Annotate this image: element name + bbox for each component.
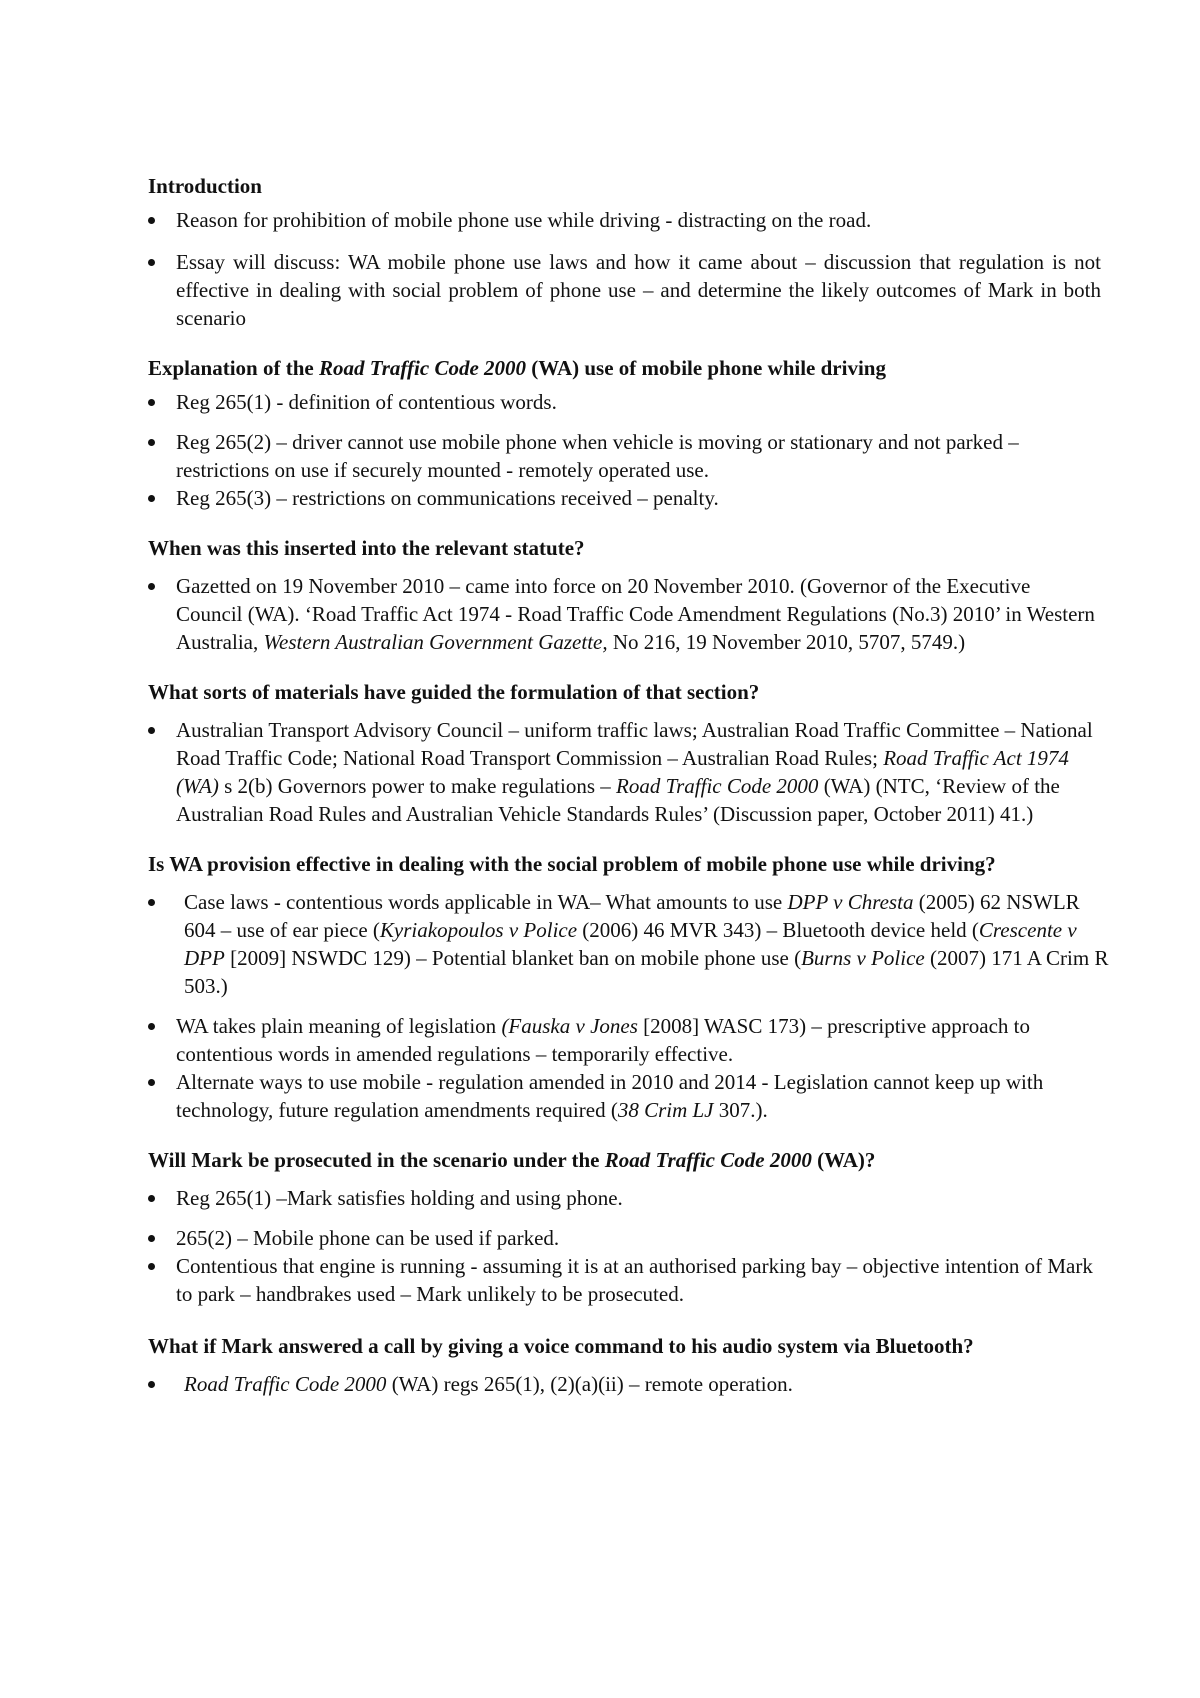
- list-item: [148, 1012, 1101, 1068]
- list-item: [148, 206, 1101, 234]
- bullet-icon: [148, 1023, 155, 1030]
- section-heading: [148, 850, 1068, 878]
- heading-italic-text: Road Traffic Code 2000: [604, 1148, 812, 1172]
- list-item: [148, 1184, 1101, 1212]
- heading-text: Explanation of the: [148, 356, 319, 380]
- bullet-list: [148, 888, 1109, 1124]
- item-italic-text: Crescente v DPP: [184, 918, 1077, 970]
- item-text: (WA) regs 265(1), (2)(a)(ii) – remote operation.: [386, 1372, 793, 1396]
- list-item: [148, 428, 1101, 484]
- item-text: 307.).: [713, 1098, 768, 1122]
- bullet-list: [148, 206, 1101, 332]
- item-text: [2008] WASC 173) – prescriptive approach to contentious words in amended regulations – temporarily effective.: [176, 1014, 1030, 1066]
- list-item: [148, 248, 1101, 332]
- heading-text: (WA) use of mobile phone while driving: [526, 356, 886, 380]
- item-italic-text: Western Australian Government Gazette,: [263, 630, 608, 654]
- bullet-icon: [148, 495, 155, 502]
- heading-text: What sorts of materials have guided the formulation of that section?: [148, 680, 760, 704]
- bullet-list: [148, 716, 1093, 828]
- item-text: (2005) 62 NSWLR 604 – use of ear piece (: [184, 890, 1080, 942]
- list-item: [148, 572, 1101, 656]
- list-item: [148, 1068, 1101, 1124]
- list-item: [148, 1224, 1101, 1252]
- list-item: [148, 388, 1101, 416]
- section-heading: [148, 534, 1068, 562]
- bullet-icon: [148, 899, 155, 906]
- section-bluetooth: [148, 1332, 1080, 1398]
- section-prosecution: [148, 1146, 1093, 1308]
- item-italic-text: Burns v Police: [801, 946, 925, 970]
- heading-text: When was this inserted into the relevant statute?: [148, 536, 585, 560]
- bullet-icon: [148, 1079, 155, 1086]
- list-item: [148, 1252, 1101, 1308]
- item-text: Reg 265(3) – restrictions on communications received – penalty.: [176, 486, 719, 510]
- bullet-icon: [148, 1381, 155, 1388]
- heading-text: Is WA provision effective in dealing with the social problem of mobile phone use while driving?: [148, 852, 996, 876]
- heading-text: Will Mark be prosecuted in the scenario under the: [148, 1148, 605, 1172]
- bullet-icon: [148, 259, 155, 266]
- item-text: (2006) 46 MVR 343) – Bluetooth device held (: [577, 918, 979, 942]
- bullet-list: [148, 572, 1095, 656]
- section-heading: [148, 1146, 1068, 1174]
- bullet-icon: [148, 727, 155, 734]
- item-text: [2009] NSWDC 129) – Potential blanket ban on mobile phone use (: [224, 946, 802, 970]
- item-text: Reg 265(2) – driver cannot use mobile phone when vehicle is moving or stationary and not parked – restrictions on use if securely mounted - remotely operated use.: [176, 430, 1019, 482]
- item-italic-text: Road Traffic Code 2000: [184, 1372, 387, 1396]
- item-italic-text: Road Traffic Code 2000: [616, 774, 819, 798]
- bullet-icon: [148, 1195, 155, 1202]
- section-inserted: [148, 534, 1095, 656]
- bullet-icon: [148, 1235, 155, 1242]
- item-text: Reg 265(1) - definition of contentious words.: [176, 390, 557, 414]
- section-heading: [148, 1332, 1068, 1360]
- section-effectiveness: [148, 850, 1109, 1124]
- item-italic-text: Road Traffic Act 1974 (WA): [176, 746, 1069, 798]
- section-explanation: [148, 354, 1080, 512]
- list-item: [148, 888, 1109, 1000]
- item-italic-text: DPP v Chresta: [787, 890, 914, 914]
- section-heading: [148, 172, 1068, 200]
- item-text: Gazetted on 19 November 2010 – came into force on 20 November 2010. (Governor of the Executive Council (WA). ‘Road Traffic Act 1974 - Road Traffic Code Amendment Regulations (No.3) 2010’ in Western Australia,: [176, 574, 1095, 654]
- bullet-icon: [148, 439, 155, 446]
- heading-text: Introduction: [148, 174, 262, 198]
- item-text: WA takes plain meaning of legislation: [176, 1014, 502, 1038]
- item-text: Reg 265(1) –Mark satisfies holding and using phone.: [176, 1186, 623, 1210]
- item-italic-text: Kyriakopoulos v Police: [379, 918, 578, 942]
- item-italic-text: 38 Crim LJ: [617, 1098, 714, 1122]
- section-introduction: [148, 172, 1101, 332]
- item-text: (2007) 171 A Crim R 503.): [184, 946, 1109, 998]
- bullet-list: [148, 1184, 1093, 1308]
- item-text: Australian Transport Advisory Council – uniform traffic laws; Australian Road Traffic Committee – National Road Traffic Code; National Road Transport Commission – Australian Road Rules;: [176, 718, 1093, 770]
- item-text: No 216, 19 November 2010, 5707, 5749.): [607, 630, 966, 654]
- item-text: Alternate ways to use mobile - regulation amended in 2010 and 2014 - Legislation cannot keep up with technology, future regulation amendments required (: [176, 1070, 1044, 1122]
- item-text: 265(2) – Mobile phone can be used if parked.: [176, 1226, 560, 1250]
- list-item: [148, 484, 1101, 512]
- heading-text: What if Mark answered a call by giving a voice command to his audio system via Bluetooth?: [148, 1334, 974, 1358]
- list-item: [148, 716, 1101, 828]
- section-heading: [148, 678, 1068, 706]
- item-text: Essay will discuss: WA mobile phone use laws and how it came about – discussion that regulation is not effective in dealing with social problem of phone use – and determine the likely outcomes of Mark in both scenario: [176, 250, 1101, 330]
- section-heading: [148, 354, 1068, 382]
- section-materials: [148, 678, 1093, 828]
- bullet-list: [148, 388, 1080, 512]
- item-italic-text: (Fauska v Jones: [501, 1014, 638, 1038]
- heading-text: (WA)?: [811, 1148, 876, 1172]
- heading-italic-text: Road Traffic Code 2000: [318, 356, 527, 380]
- item-text: s 2(b) Governors power to make regulations –: [218, 774, 616, 798]
- bullet-icon: [148, 217, 155, 224]
- bullet-icon: [148, 1263, 155, 1270]
- item-text: Case laws - contentious words applicable in WA– What amounts to use: [184, 890, 788, 914]
- bullet-icon: [148, 583, 155, 590]
- bullet-list: [148, 1370, 1080, 1398]
- item-text: (WA) (NTC, ‘Review of the Australian Road Rules and Australian Vehicle Standards Rules’ (Discussion paper, October 2011) 41.): [176, 774, 1060, 826]
- bullet-icon: [148, 399, 155, 406]
- item-text: Contentious that engine is running - assuming it is at an authorised parking bay – objective intention of Mark to park – handbrakes used – Mark unlikely to be prosecuted.: [176, 1254, 1093, 1306]
- list-item: [148, 1370, 1109, 1398]
- item-text: Reason for prohibition of mobile phone use while driving - distracting on the road.: [176, 208, 872, 232]
